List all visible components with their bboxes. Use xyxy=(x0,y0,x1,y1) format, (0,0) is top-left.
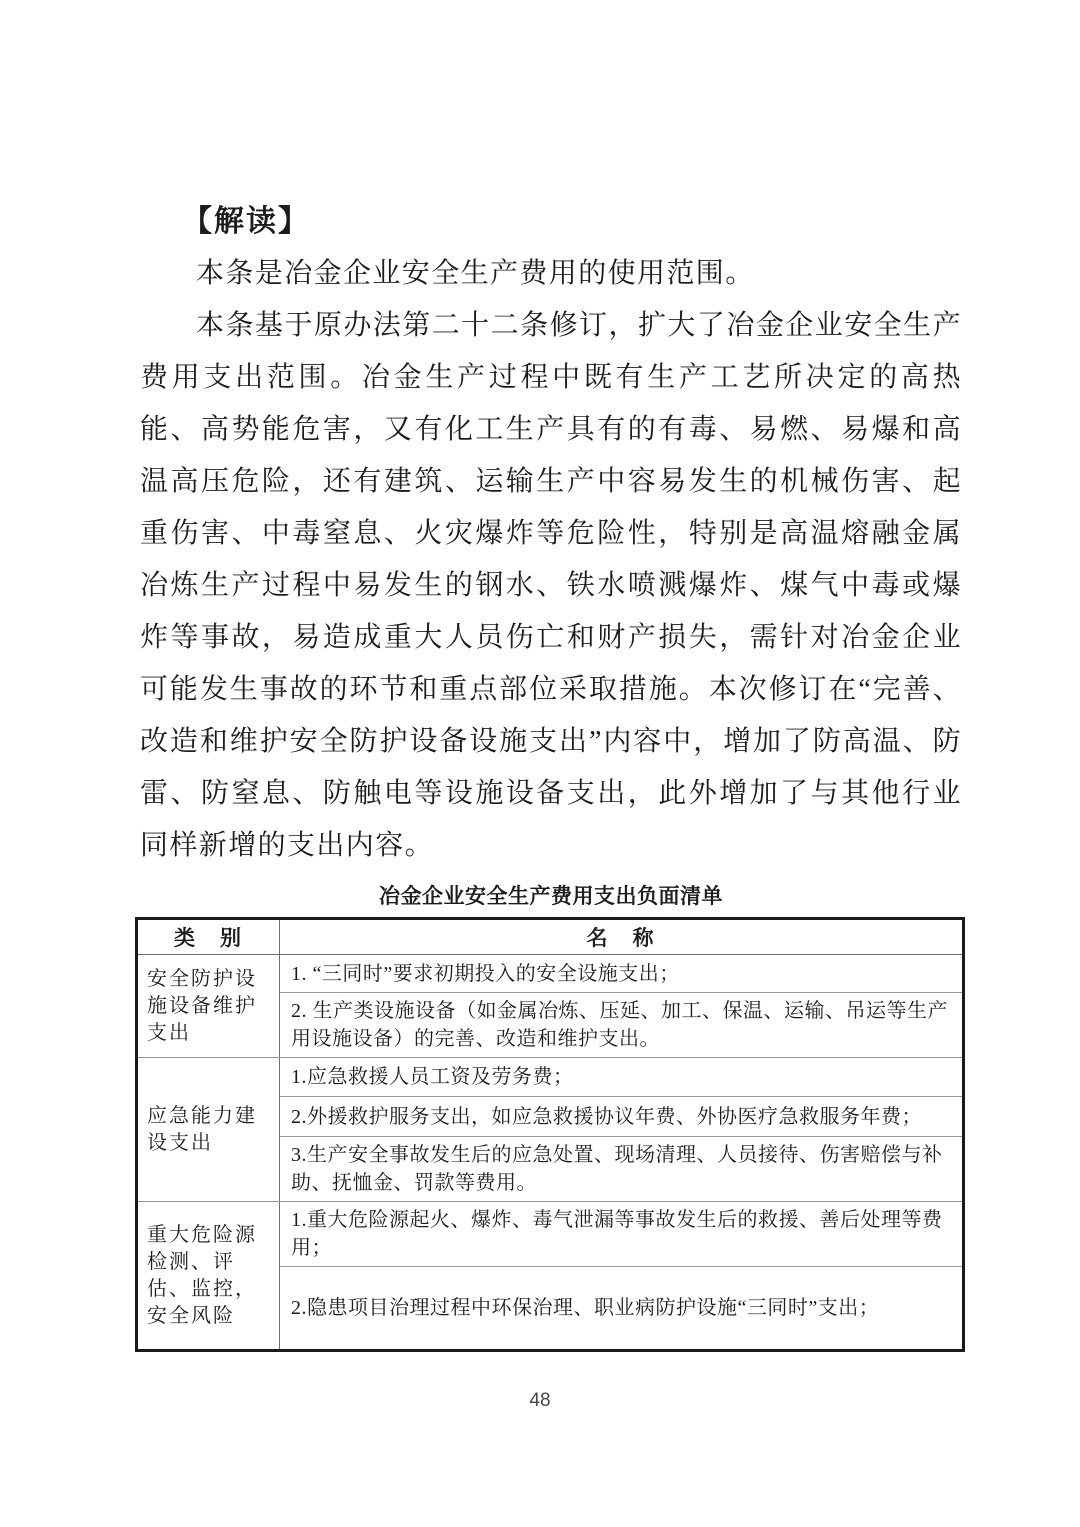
item-cell: 1.重大危险源起火、爆炸、毒气泄漏等事故发生后的救援、善后处理等费用； xyxy=(280,1202,964,1267)
table-title: 冶金企业安全生产费用支出负面清单 xyxy=(379,885,723,908)
category-cell: 安全防护设施设备维护支出 xyxy=(137,955,280,1058)
category-cell: 应急能力建设支出 xyxy=(137,1058,280,1202)
negative-list-table xyxy=(135,917,965,1352)
interpretation-paragraph-2: 本条基于原办法第二十二条修订，扩大了冶金企业安全生产费用支出范围。冶金生产过程中既有生产工艺所决定的高热能、高势能危害，又有化工生产具有的有毒、易燃、易爆和高温高压危险，还有建筑、运输生产中容易发生的机械伤害、起重伤害、中毒窒息、火灾爆炸等危险性，特别是高温熔融金属冶炼生产过程中易发生的钢水、铁水喷溅爆炸、煤气中毒或爆炸等事故，易造成重大人员伤亡和财产损失，需针对冶金企业可能发生事故的环节和重点部位采取措施。本次修订在“完善、改造和维护安全防护设备设施支出”内容中，增加了防高温、防雷、防窒息、防触电等设施设备支出，此外增加了与其他行业同样新增的支出内容。 xyxy=(140,310,962,861)
page-number: 48 xyxy=(529,1390,551,1411)
column-header-category: 类 别 xyxy=(137,919,280,955)
table-row xyxy=(137,955,964,993)
table-header-row xyxy=(137,919,964,955)
table-row xyxy=(137,1202,964,1267)
section-heading: 【解读】 xyxy=(182,205,310,238)
item-cell: 2.隐患项目治理过程中环保治理、职业病防护设施“三同时”支出； xyxy=(280,1267,964,1351)
item-cell: 1.应急救援人员工资及劳务费； xyxy=(280,1058,964,1097)
item-cell: 3.生产安全事故发生后的应急处置、现场清理、人员接待、伤害赔偿与补助、抚恤金、罚款等费用。 xyxy=(280,1137,964,1202)
interpretation-paragraph-1: 本条是冶金企业安全生产费用的使用范围。 xyxy=(196,258,755,289)
table-row xyxy=(137,1058,964,1097)
item-cell: 2. 生产类设施设备（如金属冶炼、压延、加工、保温、运输、吊运等生产用设施设备）的完善、改造和维护支出。 xyxy=(280,993,964,1058)
document-content xyxy=(140,196,962,1352)
item-cell: 2.外援救护服务支出，如应急救援协议年费、外协医疗急救服务年费； xyxy=(280,1097,964,1137)
category-cell: 重大危险源检测、评估、监控，安全风险 xyxy=(137,1202,280,1351)
column-header-name: 名 称 xyxy=(280,919,964,955)
item-cell: 1. “三同时”要求初期投入的安全设施支出； xyxy=(280,955,964,993)
